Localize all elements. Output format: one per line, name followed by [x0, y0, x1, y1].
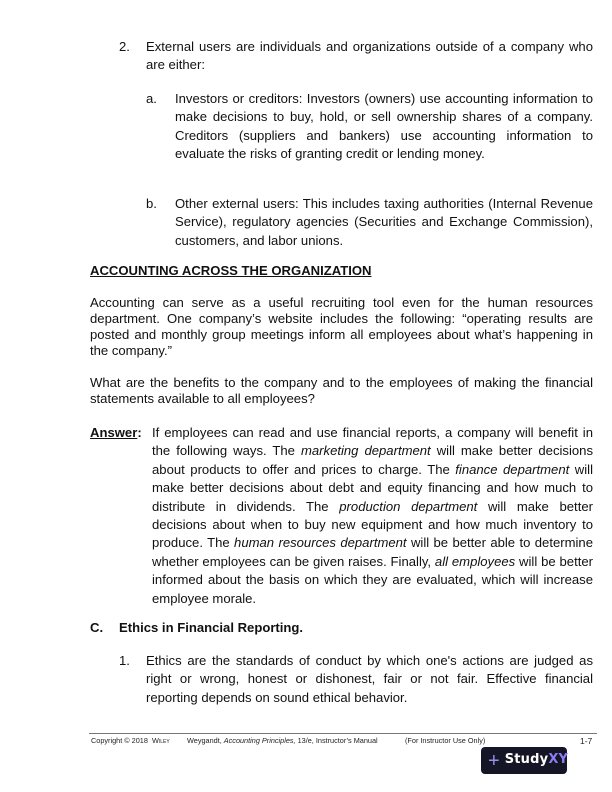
brand-name: [505, 751, 568, 769]
other-external-users-text: Other external users: This includes taxing authorities (Internal Revenue Service), regulatory agencies (Securities and Exchange Commission), customers, and labor unions.: [175, 196, 593, 248]
author-text: Weygandt,: [187, 736, 224, 745]
footer-book: [187, 736, 378, 746]
answer-text: If employees can read and use financial reports, a company will benefit in the following ways. The: [152, 425, 593, 459]
answer-label: [90, 424, 142, 442]
answer-emphasis: marketing department: [300, 443, 431, 459]
brand-main: Study: [504, 752, 549, 768]
external-users-text: External users are individuals and organizations outside of a company who are either:: [146, 39, 593, 73]
section-heading: ACCOUNTING ACROSS THE ORGANIZATION: [90, 263, 372, 278]
section-c-title: Ethics in Financial Reporting.: [119, 620, 304, 635]
answer-text: will be better informed about the basis on which they are evaluated, which will increase employee morale.: [152, 553, 593, 606]
list-number: 1.: [119, 653, 130, 668]
section-c-letter: C.: [90, 620, 104, 635]
publisher-logo-text: Wiley: [151, 736, 170, 745]
answer-text: will make better decisions about products to offer and prices to charge. The: [152, 443, 593, 477]
footer-divider: [89, 733, 597, 734]
copyright-text: Copyright © 2018: [91, 736, 148, 745]
book-title: Accounting Principles,: [223, 736, 296, 745]
ethics-definition-text: Ethics are the standards of conduct by which one's actions are judged as right or wrong, honest or dishonest, fair or not fair. Effective financial reporting depends on sound ethical behavior.: [146, 653, 593, 705]
answer-paragraph: [152, 424, 593, 608]
answer-emphasis: finance department: [455, 461, 570, 477]
answer-emphasis: production department: [339, 498, 478, 514]
answer-label-text: Answer: [90, 425, 138, 440]
answer-emphasis: human resources department: [234, 535, 407, 551]
edition-text: 13/e, Instructor’s Manual: [295, 736, 378, 745]
brand-accent: XY: [548, 752, 569, 768]
page-number: 1-7: [580, 736, 593, 746]
answer-text: will make better decisions about when to buy new equipment and how much inventory to produce. The: [152, 498, 593, 551]
intro-paragraph: Accounting can serve as a useful recruiting tool even for the human resources department. One company’s website includes the following: “operating results are posted and monthly group meetings inform all employees about what’s happening in the company.”: [90, 295, 593, 358]
footer-usage: (For Instructor Use Only): [405, 736, 486, 745]
footer-copyright: [91, 736, 170, 746]
investors-creditors-text: Investors or creditors: Investors (owners) use accounting information to make decisions to buy, hold, or sell ownership shares of a company. Creditors (suppliers and bankers) use accounting information to evaluate the risks of granting credit or lending money.: [175, 91, 593, 162]
studyxy-badge[interactable]: [481, 747, 567, 774]
list-letter-b: b.: [146, 196, 157, 211]
answer-emphasis: all employees: [434, 553, 516, 569]
plus-icon: +: [488, 749, 500, 772]
answer-colon: :: [137, 425, 142, 440]
list-letter-a: a.: [146, 91, 157, 106]
answer-text: will be better able to determine whether employees can be given raises. Finally,: [152, 535, 593, 569]
list-number: 2.: [119, 39, 130, 54]
answer-text: will make better decisions about debt and equity financing and how much to distribute in dividends. The: [152, 461, 593, 514]
question-paragraph: What are the benefits to the company and to the employees of making the financial statements available to all employees?: [90, 375, 593, 406]
